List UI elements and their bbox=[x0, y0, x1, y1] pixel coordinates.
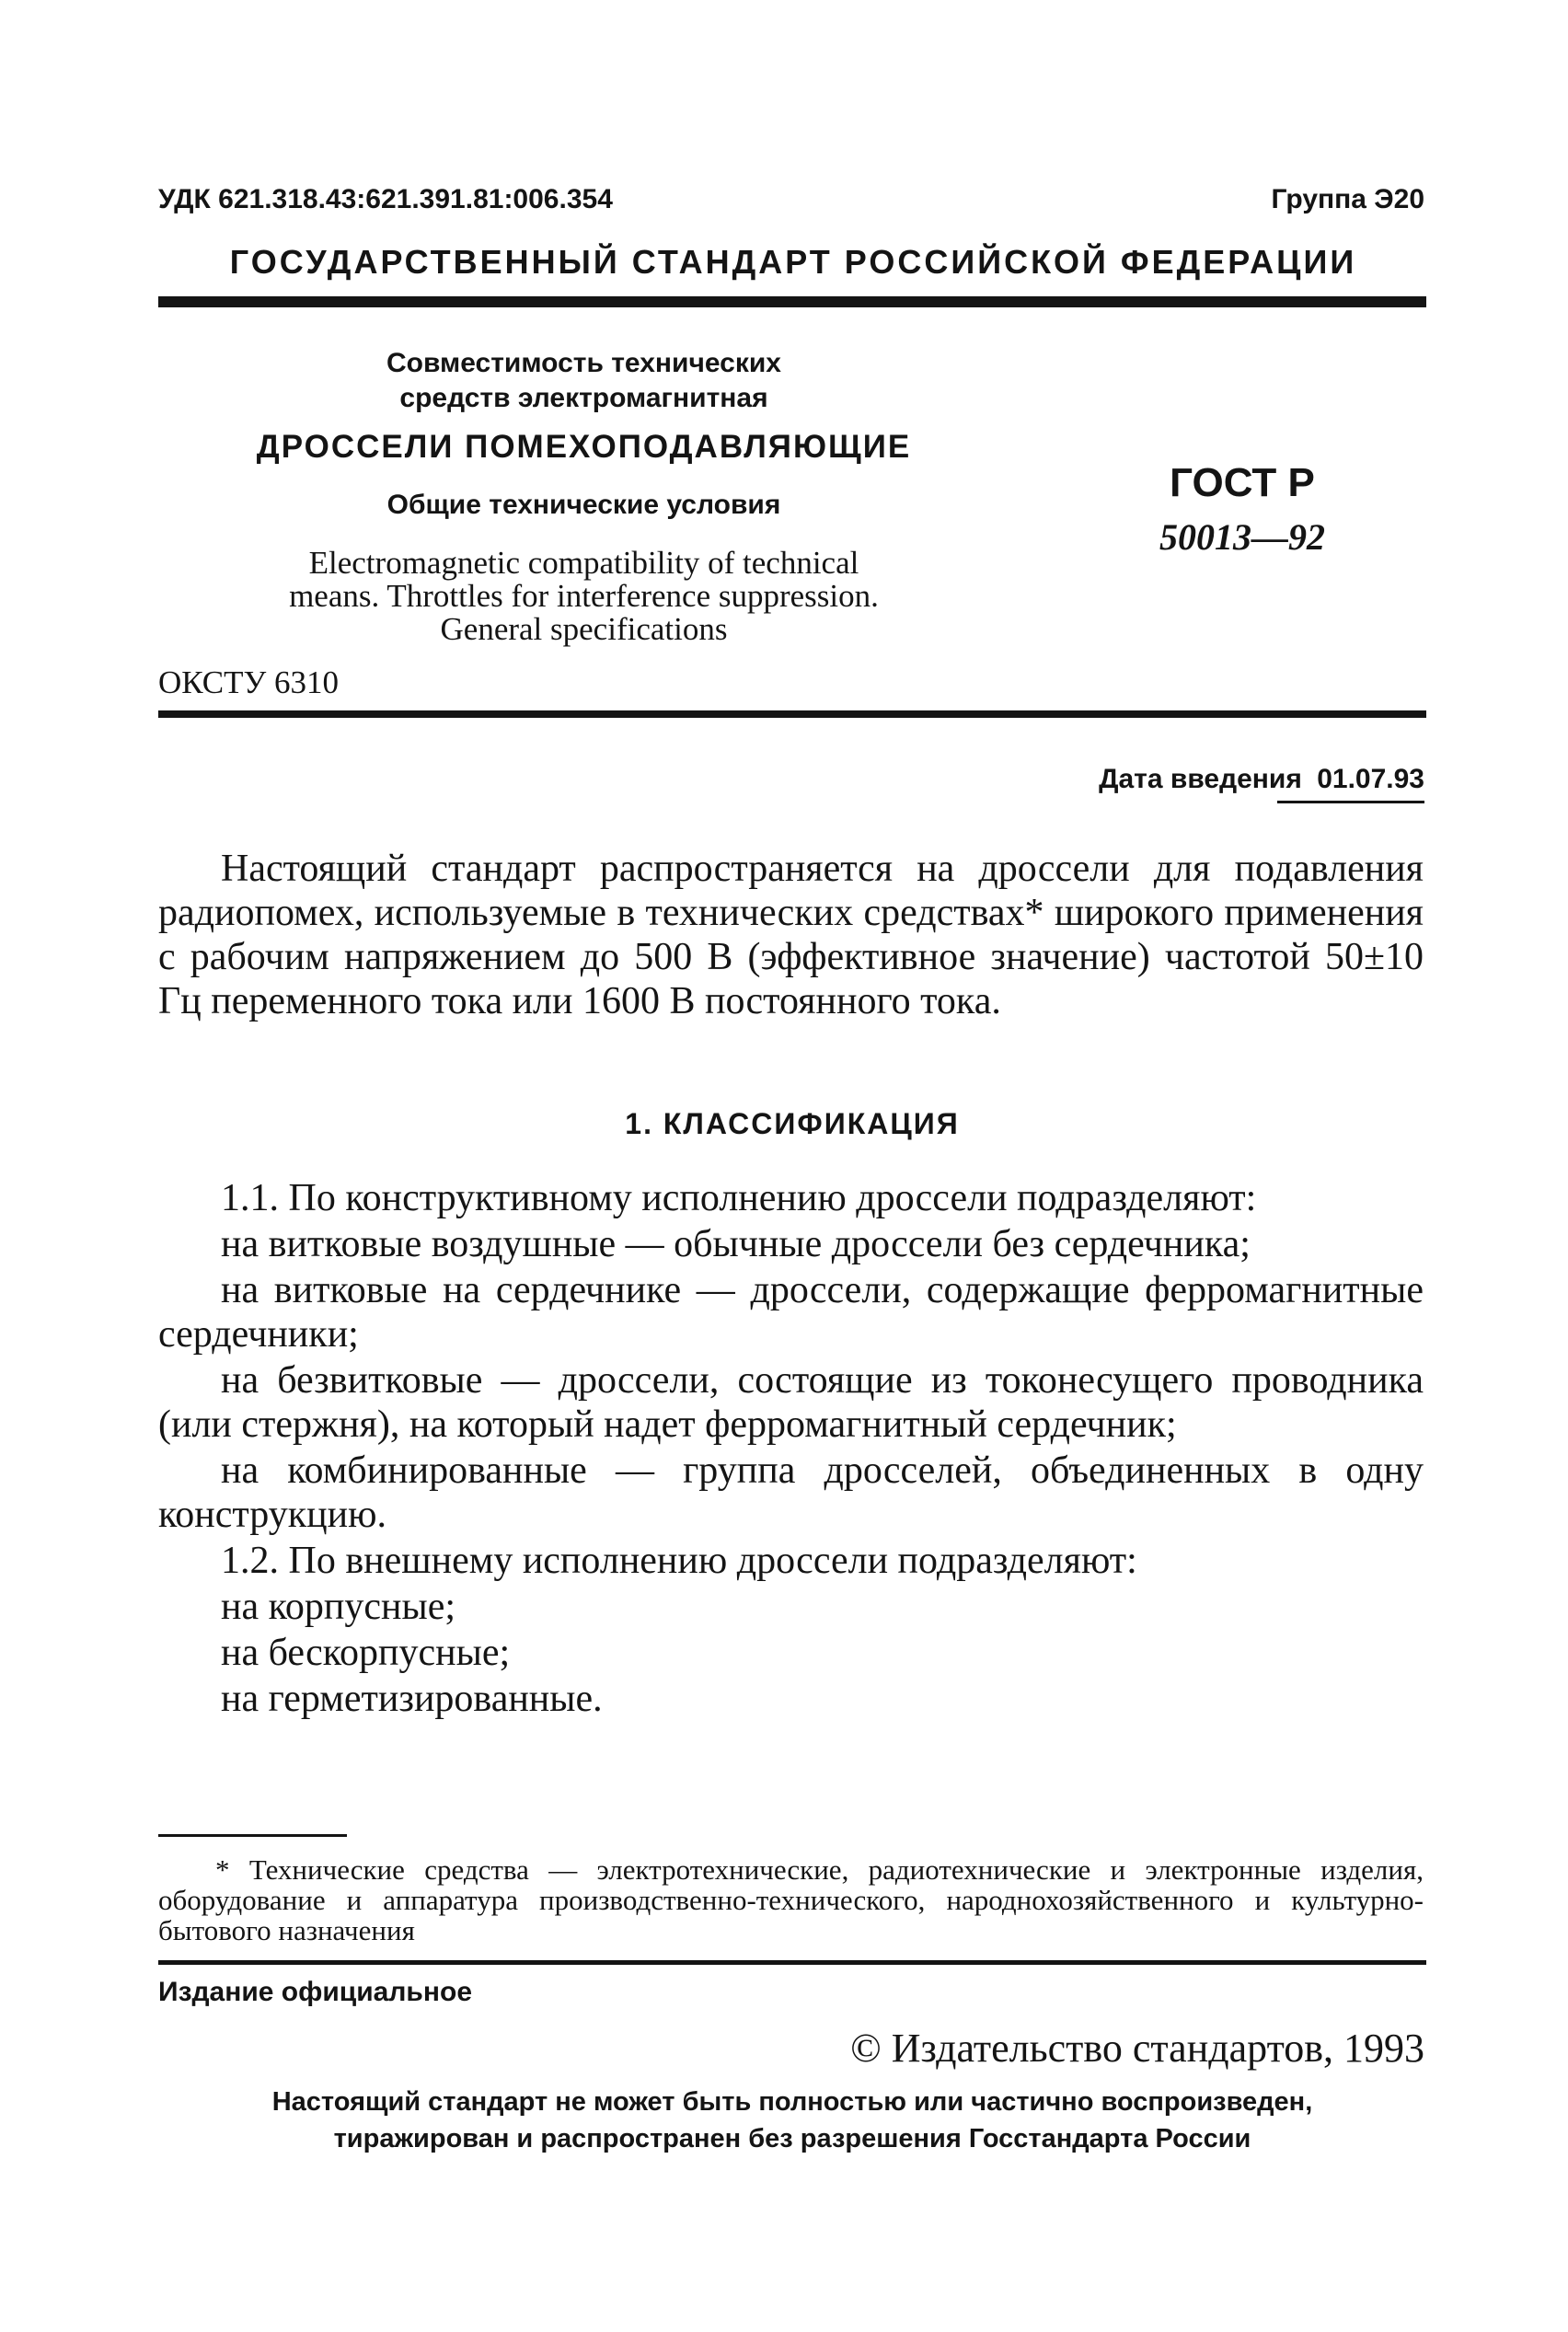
okstu-code: ОКСТУ 6310 bbox=[158, 664, 340, 700]
intro-date-value: 01.07.93 bbox=[1317, 764, 1424, 794]
intro-date bbox=[1099, 764, 1424, 795]
title-rule bbox=[158, 710, 1426, 718]
list-item: на корпусные; bbox=[221, 1586, 456, 1628]
intro-date-underline bbox=[1277, 801, 1424, 803]
section-1-heading: 1. КЛАССИФИКАЦИЯ bbox=[625, 1107, 960, 1140]
copyright-notice-line-1: Настоящий стандарт не может быть полностью или частично воспроизведен, bbox=[271, 2087, 1313, 2117]
title-line-1: Совместимость технических bbox=[386, 348, 781, 378]
udk-code: УДК 621.318.43:621.391.81:006.354 bbox=[158, 184, 613, 214]
english-title bbox=[232, 547, 936, 646]
clause-1-1: 1.1. По конструктивному исполнению дроссели подразделяют: bbox=[221, 1177, 1257, 1219]
list-item: на безвитковые — дроссели, состоящие из токонесущего проводника (или стержня), на который надет ферромагнитный сердечник; bbox=[158, 1359, 1424, 1446]
copyright: © Издательство стандартов, 1993 bbox=[850, 2026, 1424, 2071]
english-title-line-3: General specifications bbox=[440, 611, 728, 647]
footnote: * Технические средства — электротехнические, радиотехнические и электронные изделия, оборудование и аппаратура производственно-технического, народнохозяйственного и культурно-бытового назначения bbox=[158, 1853, 1424, 1946]
gost-label: ГОСТ Р bbox=[1170, 460, 1315, 505]
intro-paragraph: Настоящий стандарт распространяется на дроссели для подавления радиопомех, используемые в технических средствах* широкого применения с рабочим напряжением до 500 В (эффективное значение) частотой 50±10 Гц переменного тока или 1600 В постоянного тока. bbox=[158, 848, 1424, 1022]
list-item: на витковые на сердечнике — дроссели, содержащие ферромагнитные сердечники; bbox=[158, 1269, 1424, 1356]
footnote-rule bbox=[158, 1834, 347, 1837]
clause-1-2: 1.2. По внешнему исполнению дроссели подразделяют: bbox=[221, 1540, 1137, 1582]
state-standard-title: ГОСУДАРСТВЕННЫЙ СТАНДАРТ РОССИЙСКОЙ ФЕДЕРАЦИИ bbox=[229, 243, 1357, 281]
english-title-line-2: means. Throttles for interference suppression. bbox=[289, 578, 879, 614]
official-edition: Издание официальное bbox=[158, 1977, 473, 2007]
copyright-notice-line-2: тиражирован и распространен без разрешения Госстандарта России bbox=[333, 2124, 1251, 2153]
list-item: на комбинированные — группа дросселей, объединенных в одну конструкцию. bbox=[158, 1449, 1424, 1536]
intro-date-label: Дата введения bbox=[1099, 764, 1302, 794]
group-code: Группа Э20 bbox=[1271, 184, 1424, 214]
gost-number: 50013—92 bbox=[1159, 516, 1325, 558]
main-title: ДРОССЕЛИ ПОМЕХОПОДАВЛЯЮЩИЕ bbox=[256, 429, 912, 465]
list-item: на герметизированные. bbox=[221, 1678, 603, 1720]
section-1-list bbox=[158, 1176, 1424, 1721]
header-rule bbox=[158, 296, 1426, 307]
title-line-2: средств электромагнитная bbox=[399, 383, 768, 413]
list-item: на витковые воздушные — обычные дроссели без сердечника; bbox=[221, 1223, 1251, 1265]
english-title-line-1: Electromagnetic compatibility of technical bbox=[308, 545, 859, 581]
subtitle: Общие технические условия bbox=[386, 490, 781, 520]
list-item: на бескорпусные; bbox=[221, 1632, 511, 1674]
footer-rule bbox=[158, 1960, 1426, 1965]
